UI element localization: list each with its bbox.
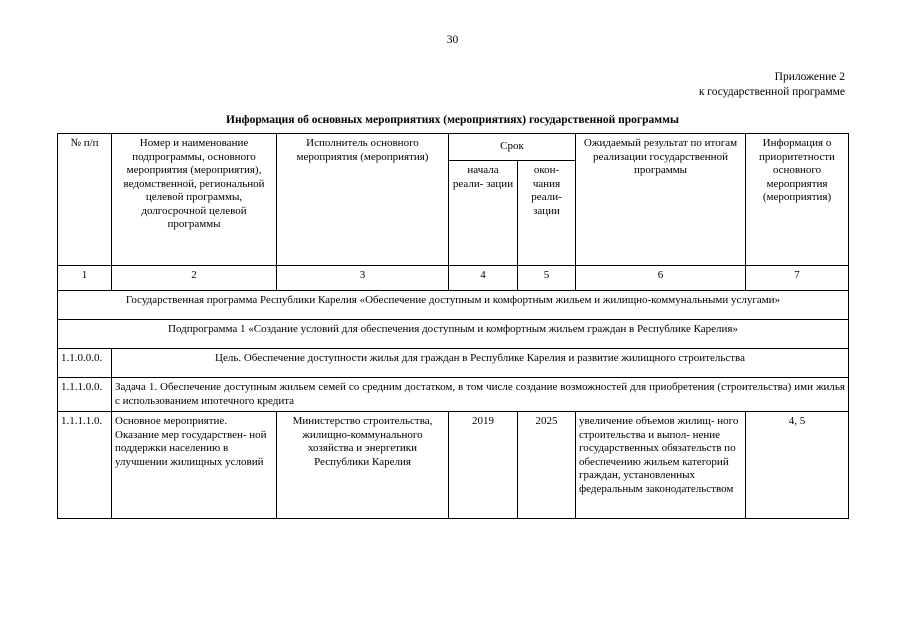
task-code: 1.1.1.0.0.	[58, 378, 112, 412]
row-priority: 4, 5	[746, 412, 849, 519]
column-number: 1	[58, 266, 112, 291]
program-row	[58, 291, 849, 320]
column-number: 7	[746, 266, 849, 291]
goal-row	[58, 349, 849, 378]
column-number: 6	[576, 266, 746, 291]
header-term-start: начала реали- зации	[449, 161, 518, 266]
row-start-year: 2019	[449, 412, 518, 519]
goal-text: Цель. Обеспечение доступности жилья для граждан в Республике Карелия и развитие жилищного строительства	[112, 349, 849, 378]
appendix-line-1: Приложение 2	[774, 71, 845, 83]
column-number: 2	[112, 266, 277, 291]
header-executor: Исполнитель основного мероприятия (мероприятия)	[277, 134, 449, 266]
document-title: Информация об основных мероприятиях (мероприятиях) государственной программы	[226, 114, 679, 126]
column-number: 5	[518, 266, 576, 291]
page-number: 30	[446, 34, 459, 46]
header-priority: Информация о приоритетности основного мероприятия (мероприятия)	[746, 134, 849, 266]
task-text: Задача 1. Обеспечение доступным жильем семей со средним достатком, в том числе создание возможностей для приобретения (строительства) ими жилья с использованием ипотечного кредита	[112, 378, 849, 412]
subprogram-row	[58, 320, 849, 349]
task-row	[58, 378, 849, 412]
header-name: Номер и наименование подпрограммы, основного мероприятия (мероприятия), ведомственной, региональной целевой программы, долгосрочной целевой программы	[112, 134, 277, 266]
header-row	[58, 134, 849, 161]
goal-code: 1.1.0.0.0.	[58, 349, 112, 378]
header-num: № п/п	[58, 134, 112, 266]
column-number: 3	[277, 266, 449, 291]
row-code: 1.1.1.1.0.	[58, 412, 112, 519]
measures-table	[57, 133, 849, 519]
row-result: увеличение объемов жилищ- ного строительства и выпол- нение государственных обязательств по обеспечению жильем категорий граждан, установленных федеральным законодательством	[576, 412, 746, 519]
table-row	[58, 412, 849, 519]
header-result: Ожидаемый результат по итогам реализации государственной программы	[576, 134, 746, 266]
row-end-year: 2025	[518, 412, 576, 519]
row-executor: Министерство строительства, жилищно-коммунального хозяйства и энергетики Республики Карелия	[277, 412, 449, 519]
row-name: Основное мероприятие. Оказание мер государствен- ной поддержки населению в улучшении жилищных условий	[112, 412, 277, 519]
appendix-note	[699, 70, 845, 100]
column-numbers-row	[58, 266, 849, 291]
header-term-end: окон- чания реали- зации	[518, 161, 576, 266]
program-title: Государственная программа Республики Карелия «Обеспечение доступным и комфортным жильем и жилищно-коммунальными услугами»	[58, 291, 849, 320]
header-term: Срок	[449, 134, 576, 161]
column-number: 4	[449, 266, 518, 291]
subprogram-title: Подпрограмма 1 «Создание условий для обеспечения доступным и комфортным жильем граждан в Республике Карелия»	[58, 320, 849, 349]
appendix-line-2: к государственной программе	[698, 86, 845, 98]
